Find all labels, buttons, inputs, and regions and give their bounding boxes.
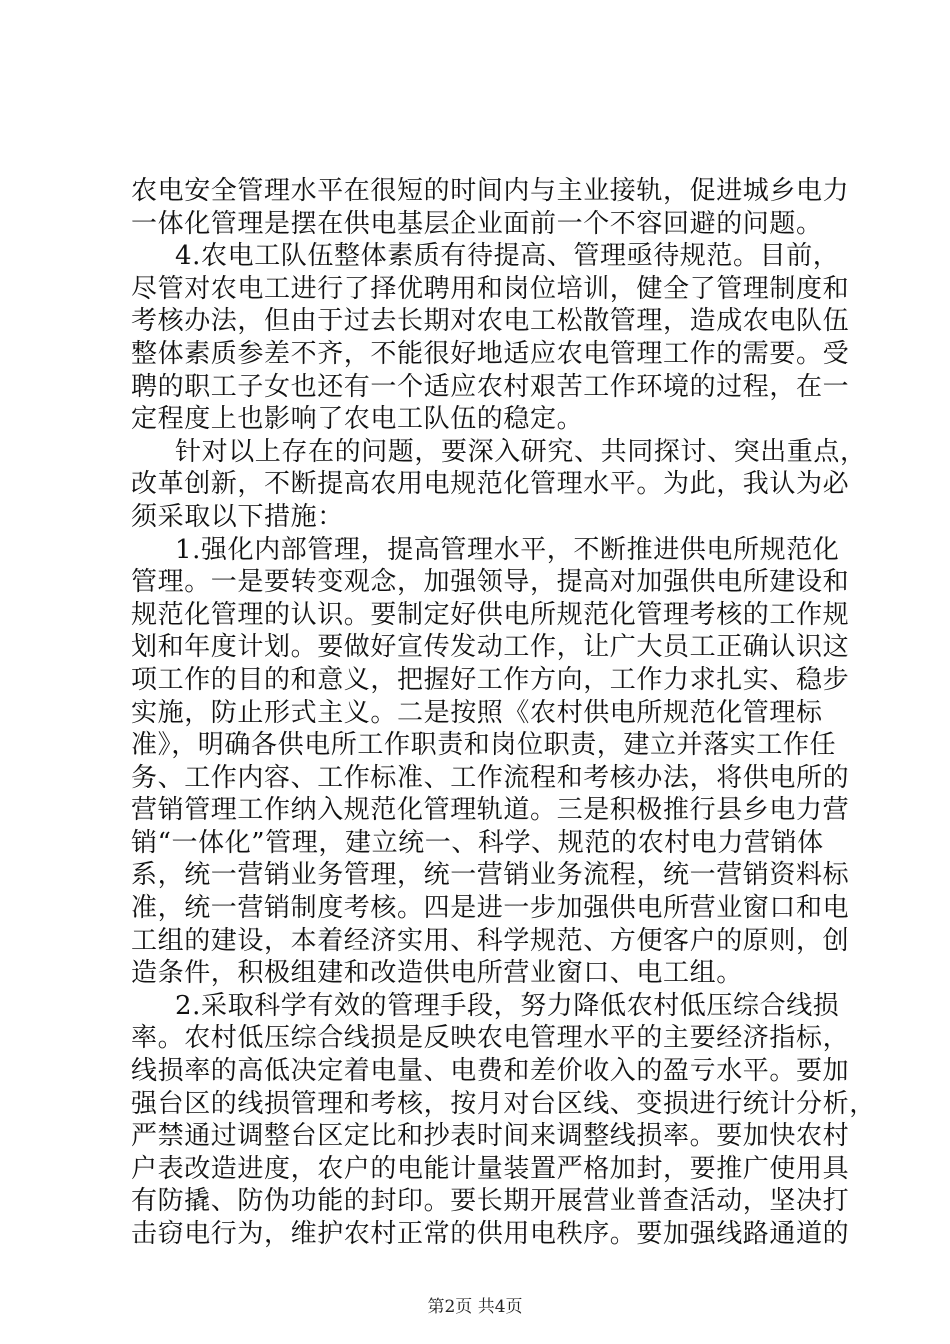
text-line: 有防撬、防伪功能的封印。要长期开展营业普查活动，坚决打 (131, 1186, 850, 1217)
text-line: 实施，防止形式主义。二是按照《农村供电所规范化管理标 (131, 697, 823, 728)
text-line: 销“一体化”管理，建立统一、科学、规范的农村电力营销体 (131, 827, 824, 858)
text-line: 造条件，积极组建和改造供电所营业窗口、电工组。 (131, 958, 743, 989)
text-line: 准，统一营销制度考核。四是进一步加强供电所营业窗口和电 (131, 893, 850, 924)
text-line: 系，统一营销业务管理，统一营销业务流程，统一营销资料标 (131, 860, 850, 891)
text-line: 考核办法，但由于过去长期对农电工松散管理，造成农电队伍 (131, 306, 850, 337)
text-line: 线损率的高低决定着电量、电费和差价收入的盈亏水平。要加 (131, 1056, 850, 1087)
text-line: 准》，明确各供电所工作职责和岗位职责，建立并落实工作任 (131, 730, 837, 761)
text-line: 尽管对农电工进行了择优聘用和岗位培训，健全了管理制度和 (131, 273, 850, 304)
page-footer: 第2页 共4页 (427, 1297, 523, 1317)
text-line: 严禁通过调整台区定比和抄表时间来调整线损率。要加快农村 (131, 1121, 850, 1152)
text-line: 率。农村低压综合线损是反映农电管理水平的主要经济指标， (131, 1023, 850, 1054)
text-line: 一体化管理是摆在供电基层企业面前一个不容回避的问题。 (131, 208, 823, 239)
text-line: 针对以上存在的问题，要深入研究、共同探讨、突出重点， (175, 436, 867, 467)
text-line: 击窃电行为，维护农村正常的供用电秩序。要加强线路通道的 (131, 1219, 850, 1249)
text-line: 须采取以下措施： (131, 501, 344, 532)
text-line: 1.强化内部管理，提高管理水平，不断推进供电所规范化 (175, 534, 840, 565)
text-line: 聘的职工子女也还有一个适应农村艰苦工作环境的过程，在一 (131, 371, 850, 402)
text-line: 项工作的目的和意义，把握好工作方向，工作力求扎实、稳步 (131, 664, 850, 695)
text-line: 营销管理工作纳入规范化管理轨道。三是积极推行县乡电力营 (131, 795, 850, 826)
text-line: 强台区的线损管理和考核，按月对台区线、变损进行统计分析， (131, 1088, 876, 1119)
text-line: 定程度上也影响了农电工队伍的稳定。 (131, 404, 584, 435)
text-line: 工组的建设，本着经济实用、科学规范、方便客户的原则，创 (131, 925, 850, 956)
document-body (131, 175, 876, 1251)
text-line: 改革创新，不断提高农用电规范化管理水平。为此，我认为必 (131, 469, 850, 500)
text-line: 户表改造进度，农户的电能计量装置严格加封，要推广使用具 (131, 1153, 850, 1184)
text-line: 2.采取科学有效的管理手段，努力降低农村低压综合线损 (175, 990, 840, 1021)
text-line: 整体素质参差不齐，不能很好地适应农电管理工作的需要。受 (131, 338, 850, 369)
text-line: 4.农电工队伍整体素质有待提高、管理亟待规范。目前， (175, 241, 840, 272)
text-line: 农电安全管理水平在很短的时间内与主业接轨，促进城乡电力 (131, 176, 850, 206)
text-line: 管理。一是要转变观念，加强领导，提高对加强供电所建设和 (131, 567, 850, 598)
text-line: 划和年度计划。要做好宣传发动工作，让广大员工正确认识这 (131, 632, 850, 663)
text-line: 务、工作内容、工作标准、工作流程和考核办法，将供电所的 (131, 762, 850, 793)
text-line: 规范化管理的认识。要制定好供电所规范化管理考核的工作规 (131, 599, 850, 630)
